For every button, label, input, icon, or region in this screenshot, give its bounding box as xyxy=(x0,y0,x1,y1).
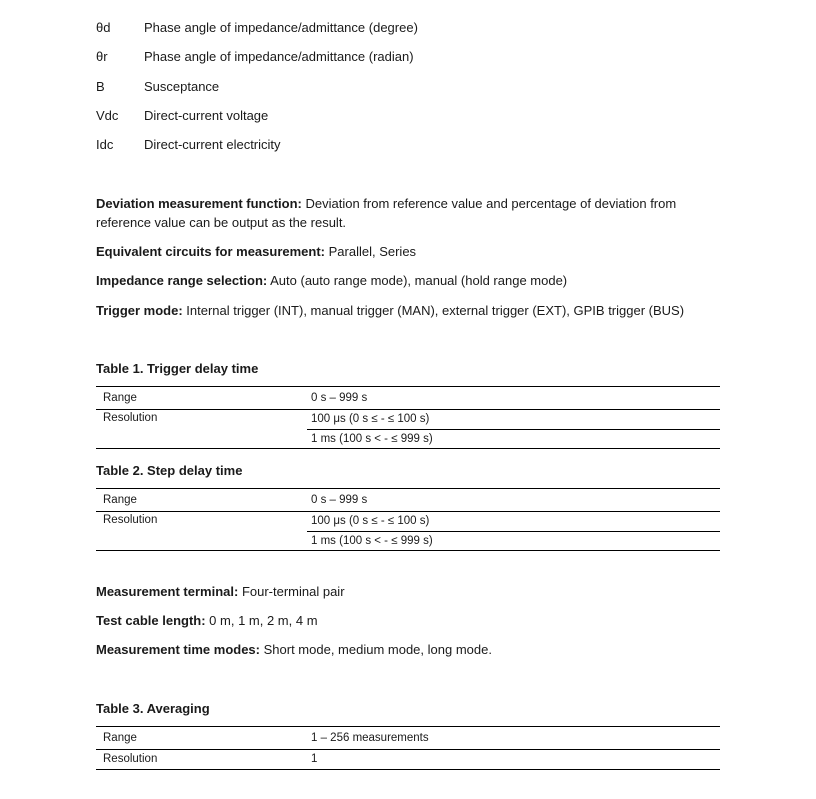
table-cell-value: 1 ms (100 s < - ≤ 999 s) xyxy=(311,535,433,547)
spec-test-cable-length xyxy=(96,611,706,630)
symbol-description: Susceptance xyxy=(144,79,220,94)
spec-text: Internal trigger (INT), manual trigger (MAN), external trigger (EXT), GPIB trigger (BUS) xyxy=(182,303,685,318)
table-1-title: Table 1. Trigger delay time xyxy=(96,361,259,376)
table-row-label: Range xyxy=(103,392,137,404)
table-rule xyxy=(96,726,720,727)
table-rule xyxy=(96,448,720,449)
table-3 xyxy=(96,726,720,772)
symbol-description: Direct-current electricity xyxy=(144,137,281,152)
table-cell-value: 1 xyxy=(311,753,318,765)
spec-label: Trigger mode: xyxy=(96,303,183,318)
spec-text: 0 m, 1 m, 2 m, 4 m xyxy=(205,613,318,628)
table-row-label: Range xyxy=(103,494,137,506)
table-row-label: Resolution xyxy=(103,753,158,765)
spec-trigger-mode xyxy=(96,301,706,320)
spec-measurement-time-modes xyxy=(96,640,706,659)
symbol-name: Idc xyxy=(96,137,114,152)
table-rule xyxy=(96,488,720,489)
table-cell-value: 1 ms (100 s < - ≤ 999 s) xyxy=(311,433,433,445)
spec-label: Measurement time modes: xyxy=(96,642,260,657)
symbol-description: Phase angle of impedance/admittance (radian) xyxy=(144,49,414,64)
table-rule xyxy=(96,749,720,750)
symbol-name: θd xyxy=(96,20,111,35)
spec-text: Four-terminal pair xyxy=(238,584,345,599)
symbol-name: θr xyxy=(96,49,108,64)
spec-label: Equivalent circuits for measurement: xyxy=(96,244,326,259)
table-3-title: Table 3. Averaging xyxy=(96,701,210,716)
table-cell-value: 100 μs (0 s ≤ - ≤ 100 s) xyxy=(311,413,430,425)
spec-text: Short mode, medium mode, long mode. xyxy=(260,642,492,657)
table-row-label: Range xyxy=(103,732,137,744)
table-rule xyxy=(96,386,720,387)
table-cell-value: 0 s – 999 s xyxy=(311,392,368,404)
symbol-description: Direct-current voltage xyxy=(144,108,269,123)
table-cell-value: 100 μs (0 s ≤ - ≤ 100 s) xyxy=(311,515,430,527)
table-rule xyxy=(96,550,720,551)
spec-label: Impedance range selection: xyxy=(96,273,268,288)
spec-label: Measurement terminal: xyxy=(96,584,239,599)
table-row-label: Resolution xyxy=(103,514,158,526)
table-rule xyxy=(307,429,720,430)
symbol-name: B xyxy=(96,79,105,94)
spec-text: Deviation from reference value and percentage of deviation from reference value can be output as the result. xyxy=(96,196,677,230)
symbol-name: Vdc xyxy=(96,108,119,123)
spec-label: Test cable length: xyxy=(96,613,206,628)
spec-equivalent-circuits xyxy=(96,242,706,261)
spec-deviation-measurement xyxy=(96,194,706,232)
table-row-label: Resolution xyxy=(103,412,158,424)
table-rule xyxy=(307,531,720,532)
spec-label: Deviation measurement function: xyxy=(96,196,302,211)
table-rule xyxy=(96,769,720,770)
table-rule xyxy=(96,511,720,512)
spec-text: Auto (auto range mode), manual (hold range mode) xyxy=(267,273,568,288)
table-2-title: Table 2. Step delay time xyxy=(96,463,243,478)
table-1 xyxy=(96,386,720,450)
symbol-description: Phase angle of impedance/admittance (degree) xyxy=(144,20,418,35)
spec-impedance-range xyxy=(96,271,706,290)
spec-measurement-terminal xyxy=(96,582,706,601)
table-2 xyxy=(96,488,720,552)
table-cell-value: 1 – 256 measurements xyxy=(311,732,429,744)
table-cell-value: 0 s – 999 s xyxy=(311,494,368,506)
table-rule xyxy=(96,409,720,410)
spec-text: Parallel, Series xyxy=(325,244,417,259)
